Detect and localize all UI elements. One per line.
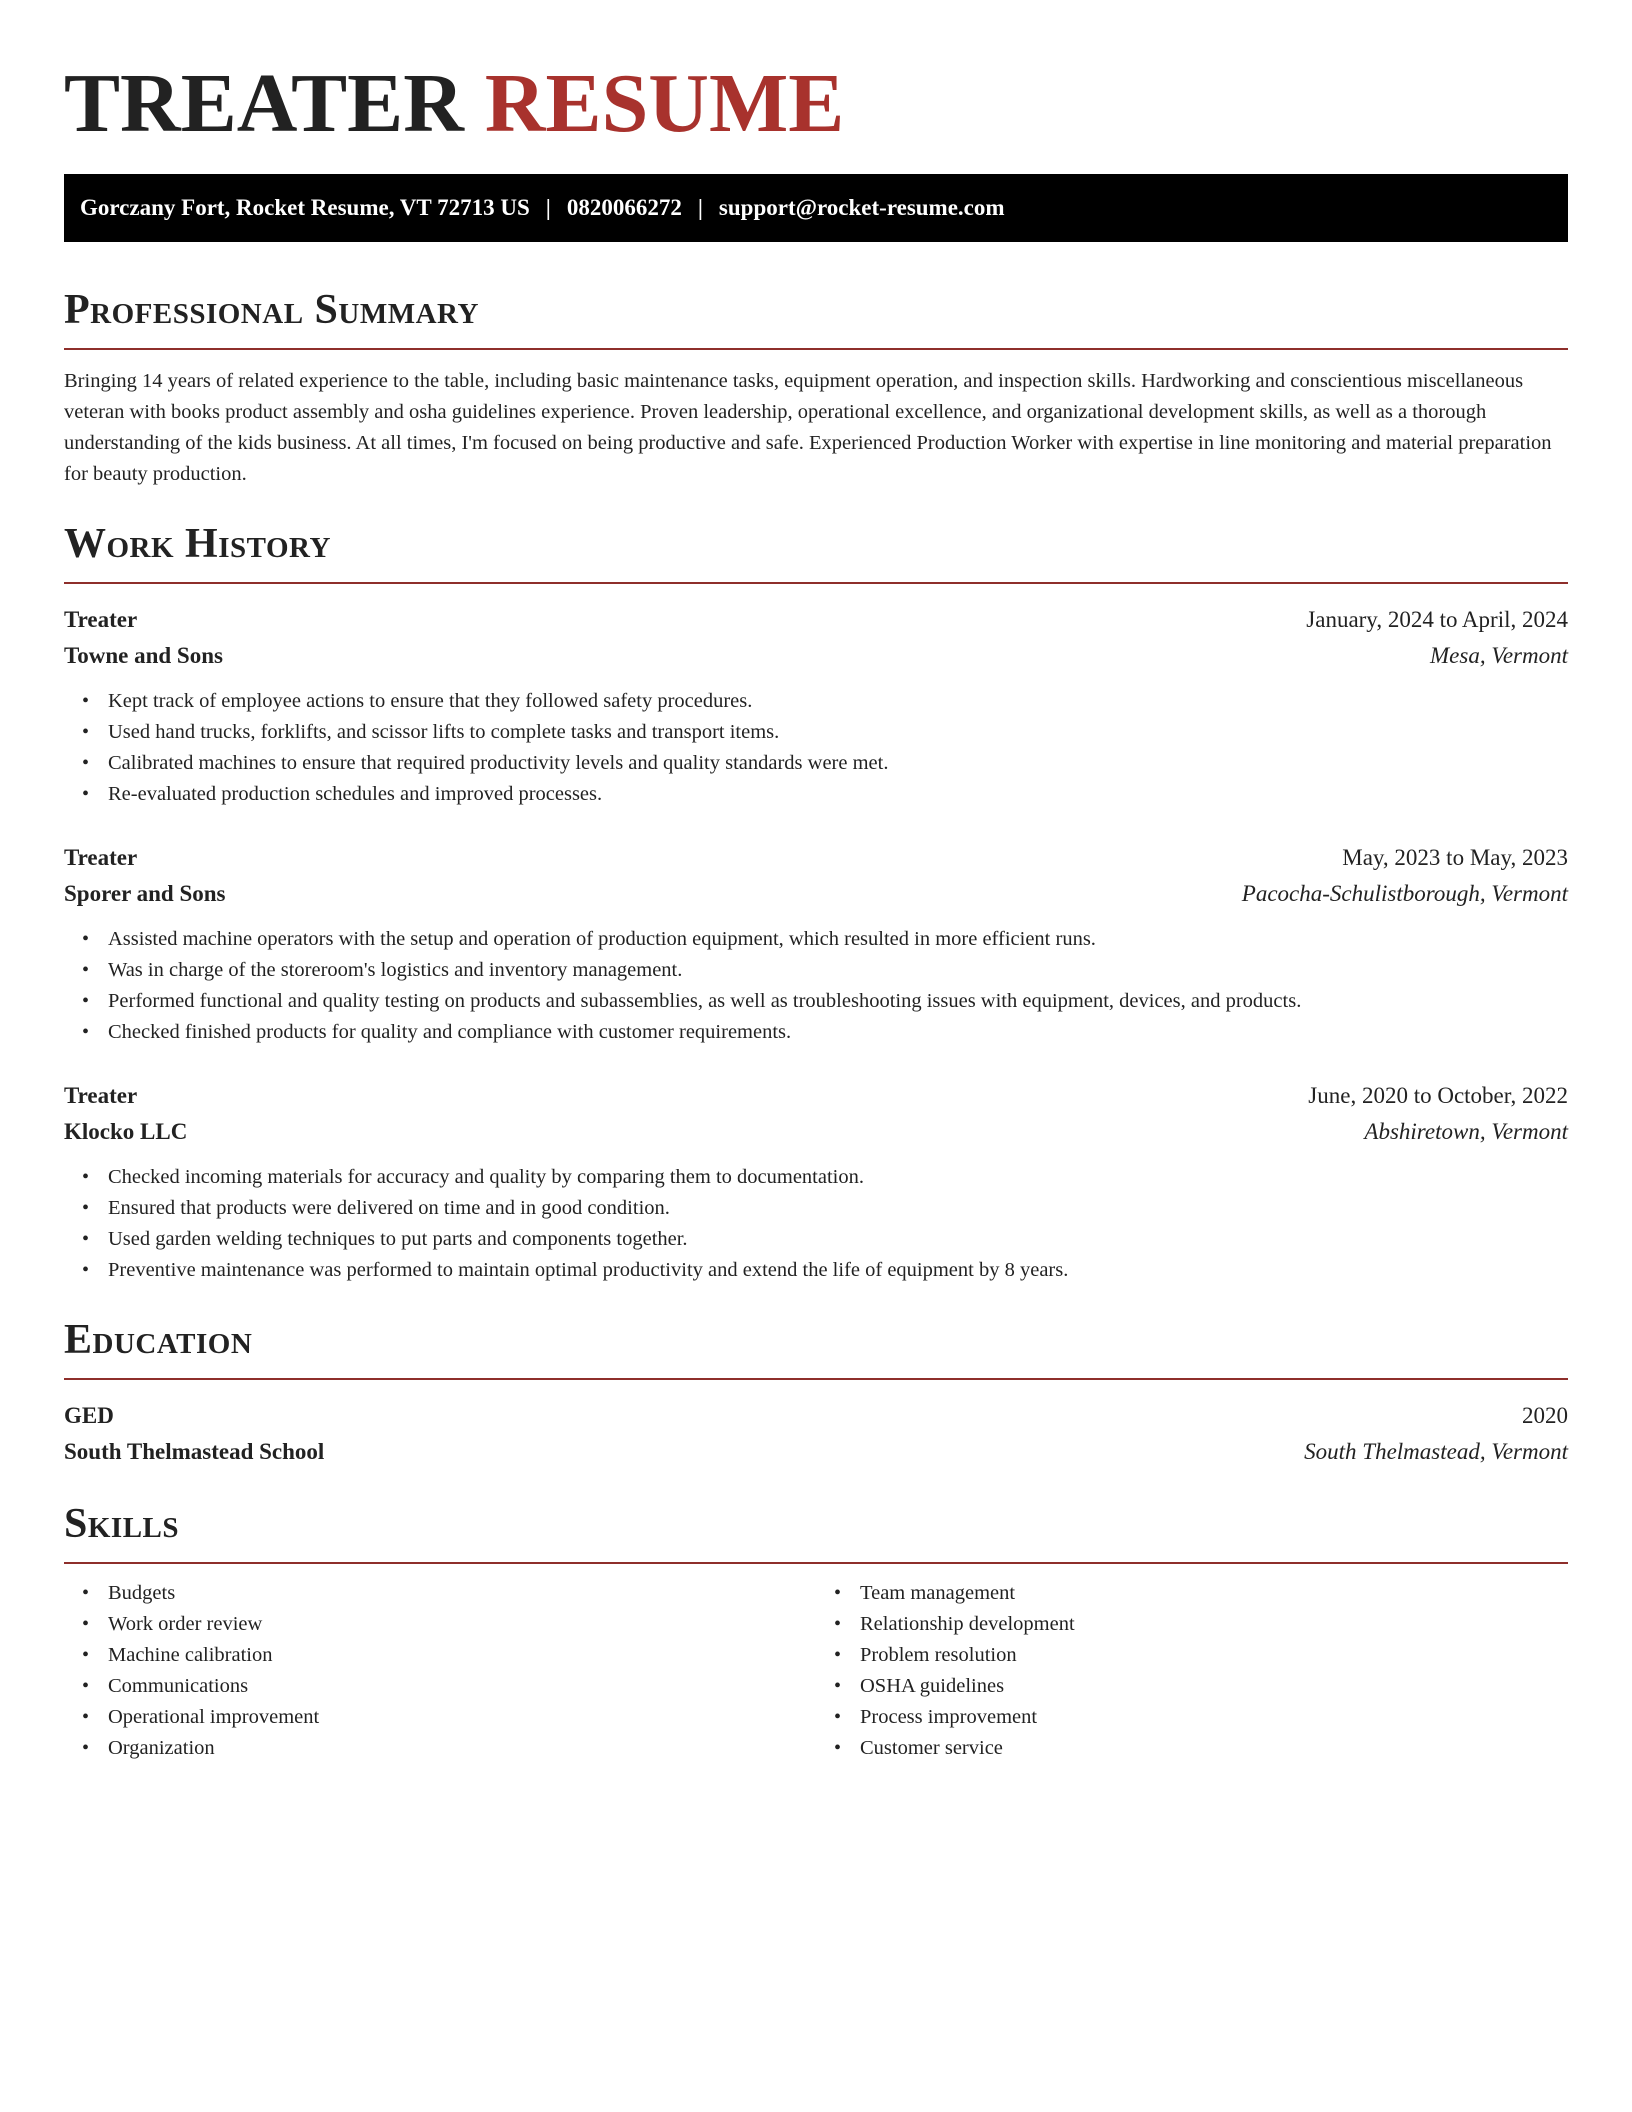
job-location: Pacocha-Schulistborough, Vermont [1241,881,1568,906]
list-item: • Checked incoming materials for accuracy and quality by comparing them to documentation. [108,1162,1568,1193]
job-bullets [64,1162,1568,1286]
summary-section [64,286,1568,490]
job-location: Abshiretown, Vermont [1364,1119,1568,1144]
resume-title-accent: RESUME [484,57,845,150]
education-year: 2020 [1522,1403,1568,1428]
skills-list-left [64,1578,816,1764]
job-company-row [64,876,1568,912]
education-entry [64,1398,1568,1470]
resume-title-main: TREATER [64,57,464,150]
skill-item: • Operational improvement [108,1702,816,1733]
job-dates: May, 2023 to May, 2023 [1342,845,1568,870]
skill-item: • Problem resolution [860,1640,1568,1671]
work-history-section [64,520,1568,1286]
job-company-row [64,638,1568,674]
skills-list-right [816,1578,1568,1764]
skills-heading: Skills [64,1500,1568,1564]
skill-item: • Organization [108,1733,816,1764]
contact-address: Gorczany Fort, Rocket Resume, VT 72713 US [80,195,530,220]
skills-column-left [64,1578,816,1764]
summary-text: Bringing 14 years of related experience to the table, including basic maintenance tasks, equipment operation, and inspection skills. Hardworking and conscientious miscellaneous veteran with books product assembly and osha guidelines experience. Proven leadership, operational excellence, and organizational development skills, as well as a thorough understanding of the kids business. At all times, I'm focused on being productive and safe. Experienced Production Worker with expertise in line monitoring and material preparation for beauty production. [64,370,1552,485]
list-item: • Used hand trucks, forklifts, and scissor lifts to complete tasks and transport items. [108,717,1568,748]
summary-heading: Professional Summary [64,286,1568,350]
job-company: Klocko LLC [64,1119,188,1144]
list-item: • Was in charge of the storeroom's logistics and inventory management. [108,955,1568,986]
work-history-heading: Work History [64,520,1568,584]
skill-item: • Machine calibration [108,1640,816,1671]
job-entry [64,602,1568,810]
list-item: • Ensured that products were delivered on time and in good condition. [108,1193,1568,1224]
list-item: • Preventive maintenance was performed to maintain optimal productivity and extend the life of equipment by 8 years. [108,1255,1568,1286]
education-school: South Thelmastead School [64,1439,325,1464]
contact-bar [64,174,1568,242]
education-location: South Thelmastead, Vermont [1304,1439,1568,1464]
skill-item: • Communications [108,1671,816,1702]
skill-item: • OSHA guidelines [860,1671,1568,1702]
job-company: Towne and Sons [64,643,223,668]
skill-item: • Relationship development [860,1609,1568,1640]
contact-email: support@rocket-resume.com [718,195,1005,220]
list-item: • Re-evaluated production schedules and improved processes. [108,779,1568,810]
job-dates: June, 2020 to October, 2022 [1308,1083,1568,1108]
skill-item: • Team management [860,1578,1568,1609]
job-location: Mesa, Vermont [1430,643,1568,668]
list-item: • Used garden welding techniques to put parts and components together. [108,1224,1568,1255]
education-school-row [64,1434,1568,1470]
job-title: Treater [64,607,138,632]
education-section [64,1316,1568,1470]
job-bullets [64,686,1568,810]
job-entry [64,1078,1568,1286]
skill-item: • Process improvement [860,1702,1568,1733]
job-title: Treater [64,1083,138,1108]
job-bullets [64,924,1568,1048]
education-header-row [64,1398,1568,1434]
skill-item: • Customer service [860,1733,1568,1764]
job-dates: January, 2024 to April, 2024 [1306,607,1568,632]
job-title: Treater [64,845,138,870]
education-degree: GED [64,1403,114,1428]
job-header-row [64,602,1568,638]
skill-item: • Budgets [108,1578,816,1609]
skills-column-right [816,1578,1568,1764]
list-item: • Kept track of employee actions to ensure that they followed safety procedures. [108,686,1568,717]
skills-grid [64,1578,1568,1764]
list-item: • Performed functional and quality testing on products and subassemblies, as well as troubleshooting issues with equipment, devices, and products. [108,986,1568,1017]
job-header-row [64,1078,1568,1114]
skill-item: • Work order review [108,1609,816,1640]
list-item: • Assisted machine operators with the setup and operation of production equipment, which resulted in more efficient runs. [108,924,1568,955]
education-heading: Education [64,1316,1568,1380]
skills-section [64,1500,1568,1764]
list-item: • Checked finished products for quality and compliance with customer requirements. [108,1017,1568,1048]
contact-separator: | [697,195,703,220]
job-company: Sporer and Sons [64,881,226,906]
contact-phone: 0820066272 [566,195,682,220]
job-company-row [64,1114,1568,1150]
contact-separator: | [545,195,551,220]
job-entry [64,840,1568,1048]
resume-title [64,0,1568,150]
job-header-row [64,840,1568,876]
list-item: • Calibrated machines to ensure that required productivity levels and quality standards were met. [108,748,1568,779]
